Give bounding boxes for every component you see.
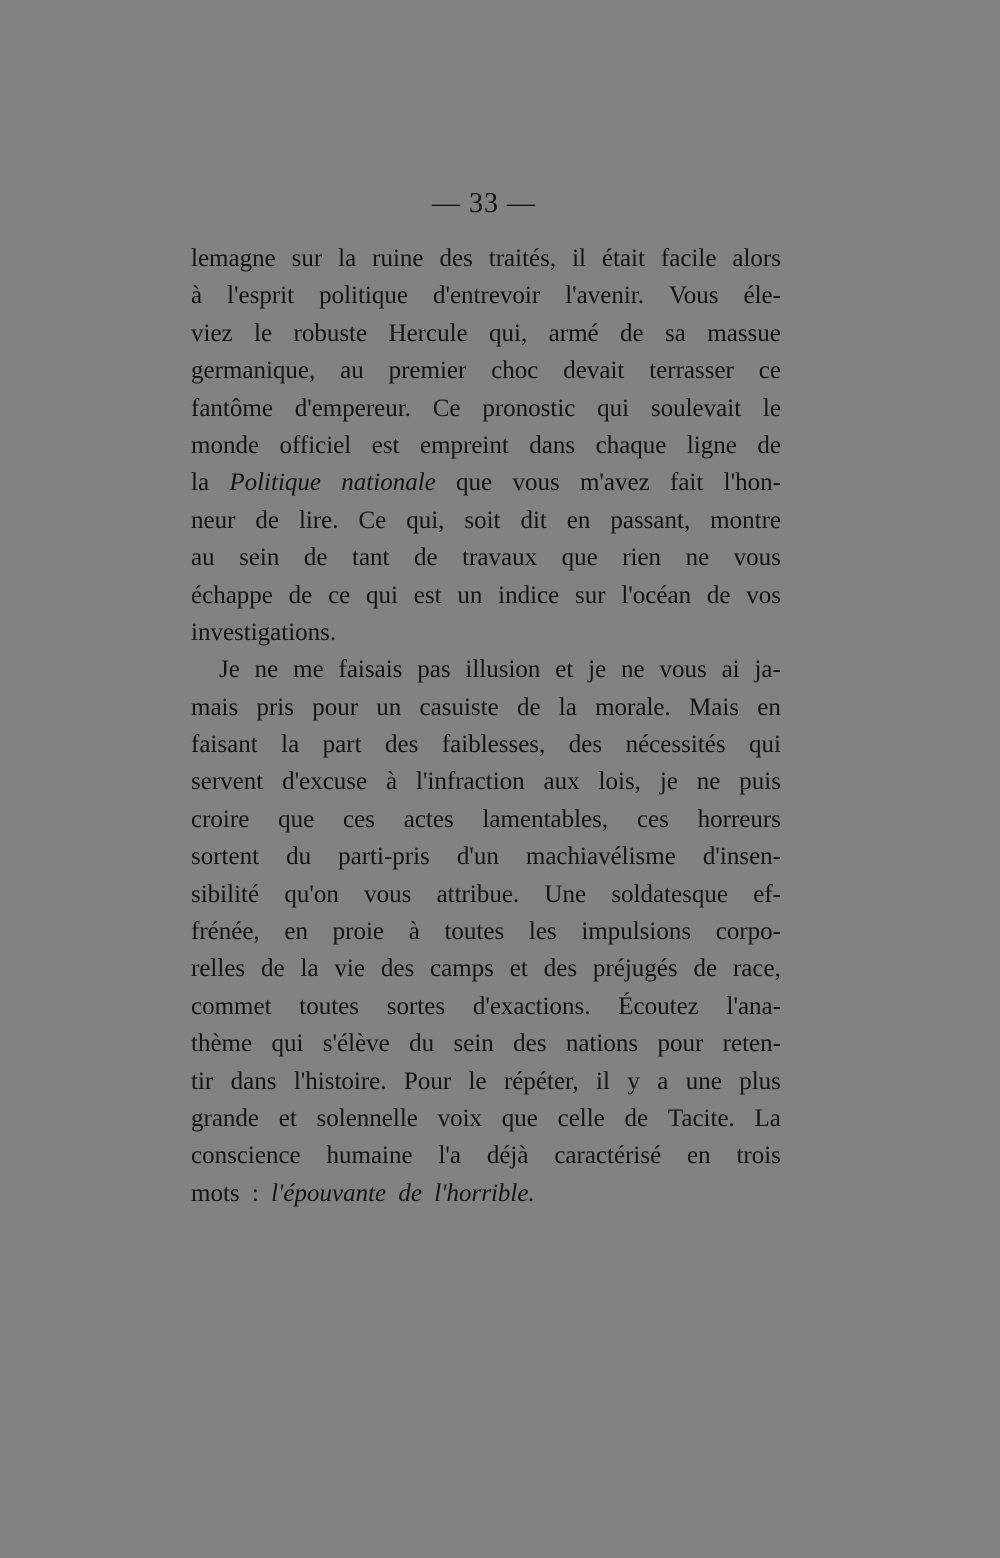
word: des xyxy=(439,245,473,272)
word: m'avez xyxy=(579,469,650,497)
word: horreurs xyxy=(697,805,781,833)
word: sortes xyxy=(386,992,446,1020)
italic-word: nationale xyxy=(341,469,436,497)
word: éle- xyxy=(743,282,781,310)
word: ne xyxy=(254,656,279,684)
word: vous xyxy=(659,656,707,684)
text-line xyxy=(191,689,781,726)
word: les xyxy=(528,918,557,946)
word: que xyxy=(456,469,493,497)
word: illusion xyxy=(465,656,541,684)
word: commet xyxy=(191,992,272,1020)
word: de xyxy=(516,693,541,721)
word: Écoutez xyxy=(618,992,699,1020)
word: puis xyxy=(739,768,781,796)
word: la xyxy=(558,693,577,721)
word: ce xyxy=(328,581,351,609)
word: tant xyxy=(352,544,390,572)
word: faisais xyxy=(338,656,403,684)
word: est xyxy=(371,431,400,459)
text-line xyxy=(191,539,781,576)
text-line xyxy=(191,502,781,539)
word: Hercule xyxy=(388,319,468,347)
word: l'hon- xyxy=(723,469,781,497)
word: lire. xyxy=(298,506,339,534)
word: d'exactions. xyxy=(472,992,591,1020)
word: de xyxy=(303,544,328,572)
word: que xyxy=(501,1104,538,1132)
italic-text: l'épouvante de l'horrible. xyxy=(271,1179,535,1207)
word: qui, xyxy=(489,319,528,347)
word: pas xyxy=(417,656,451,684)
text-line xyxy=(191,1175,781,1212)
word: qui xyxy=(271,1030,304,1058)
word: traités, xyxy=(488,245,557,272)
word: servent xyxy=(191,768,264,796)
word: Tacite. xyxy=(667,1104,735,1132)
word: vous xyxy=(733,544,781,572)
word: des xyxy=(568,731,603,759)
word: qui xyxy=(366,581,398,609)
word: actes xyxy=(403,805,454,833)
text-segment: investigations. xyxy=(191,618,337,646)
word: premier xyxy=(388,357,467,385)
word: de xyxy=(288,581,313,609)
word: Une xyxy=(544,880,587,908)
word: reten- xyxy=(722,1030,781,1058)
word: ne xyxy=(696,768,721,796)
body-text xyxy=(191,240,781,1212)
word: un xyxy=(376,693,402,721)
text-segment: mots : xyxy=(191,1179,272,1207)
word: celle xyxy=(557,1104,605,1132)
word: de xyxy=(261,955,285,983)
word: pronostic xyxy=(482,394,576,422)
word: ces xyxy=(636,805,669,833)
word: relles xyxy=(191,955,246,983)
word: des xyxy=(513,1030,547,1058)
word: y xyxy=(627,1067,640,1095)
word: mais xyxy=(191,693,239,721)
word: frénée, xyxy=(191,918,260,946)
text-line xyxy=(191,1063,781,1100)
word: de xyxy=(414,544,438,572)
word: solennelle xyxy=(316,1104,418,1132)
word: vos xyxy=(746,581,781,609)
word: plus xyxy=(739,1067,781,1095)
word: l'infraction xyxy=(416,768,525,796)
word: d'entrevoir xyxy=(432,282,541,310)
word: à xyxy=(191,282,203,310)
word: sein xyxy=(239,544,280,572)
word: la xyxy=(300,955,319,983)
word: un xyxy=(457,581,483,609)
word: morale. xyxy=(595,693,671,721)
word: d'un xyxy=(456,843,499,871)
word: viez xyxy=(191,319,233,347)
word: l'océan xyxy=(621,581,692,609)
word: facile xyxy=(660,245,717,272)
text-line xyxy=(191,1025,781,1062)
word: montre xyxy=(710,506,781,534)
word: d'excuse xyxy=(282,768,368,796)
text-line xyxy=(191,390,781,427)
word: Ce xyxy=(358,506,387,534)
word: fantôme xyxy=(191,394,273,422)
word: part xyxy=(322,731,362,759)
word: alors xyxy=(732,245,781,272)
word: parti-pris xyxy=(338,843,430,871)
word: race, xyxy=(732,955,781,983)
word: politique xyxy=(319,282,408,310)
word: empreint xyxy=(419,431,509,459)
word: a xyxy=(657,1067,669,1095)
word: soldatesque xyxy=(611,880,728,908)
text-line xyxy=(191,1100,781,1137)
word: La xyxy=(754,1104,781,1132)
word: des xyxy=(543,955,578,983)
word: qui xyxy=(597,394,630,422)
word: toutes xyxy=(444,918,505,946)
word: lois, xyxy=(598,768,641,796)
word: officiel xyxy=(279,431,352,459)
word: de xyxy=(620,319,644,347)
word: ruine xyxy=(372,245,424,272)
word: toutes xyxy=(299,992,359,1020)
text-line xyxy=(191,838,781,875)
word: qui xyxy=(749,731,781,759)
word: était xyxy=(601,245,645,272)
word: robuste xyxy=(293,319,368,347)
text-line xyxy=(191,427,781,464)
text-line xyxy=(191,651,781,688)
word: de xyxy=(693,955,718,983)
text-line xyxy=(191,614,781,651)
word: aux xyxy=(543,768,580,796)
word: de xyxy=(757,431,781,459)
word: sa xyxy=(665,319,686,347)
word: l'avenir. xyxy=(565,282,644,310)
word: Mais xyxy=(689,693,740,721)
word: devait xyxy=(563,357,625,385)
word: armé xyxy=(548,319,599,347)
word: choc xyxy=(491,357,539,385)
word: Pour xyxy=(403,1067,452,1095)
text-line xyxy=(191,763,781,800)
word: l'a xyxy=(438,1142,461,1170)
word: le xyxy=(762,394,781,422)
word: terrasser xyxy=(649,357,734,385)
word: lemagne xyxy=(191,245,276,272)
word: il xyxy=(572,245,586,272)
word: conscience xyxy=(191,1142,301,1170)
word: la xyxy=(338,245,357,272)
text-line xyxy=(191,801,781,838)
word: Ce xyxy=(432,394,461,422)
text-line xyxy=(191,988,781,1025)
word: que xyxy=(561,544,598,572)
word: des xyxy=(385,731,419,759)
word: sur xyxy=(291,245,323,272)
word: ces xyxy=(343,805,375,833)
word: et xyxy=(278,1104,297,1132)
text-line xyxy=(191,1137,781,1174)
word: et xyxy=(509,955,528,983)
word: vous xyxy=(364,880,412,908)
word: et xyxy=(555,656,574,684)
word: humaine xyxy=(326,1142,413,1170)
word: faiblesses, xyxy=(441,731,546,759)
word: de xyxy=(255,506,279,534)
word: me xyxy=(293,656,324,684)
word: à xyxy=(386,768,398,796)
word: indice xyxy=(498,581,560,609)
word: de xyxy=(624,1104,649,1132)
word: vous xyxy=(512,469,560,497)
word: proie xyxy=(332,918,385,946)
word: nations xyxy=(565,1030,639,1058)
word: rien xyxy=(622,544,662,572)
word: l'esprit xyxy=(227,282,295,310)
word: que xyxy=(278,805,315,833)
word: pour xyxy=(312,693,359,721)
text-line xyxy=(191,464,781,501)
word: sein xyxy=(453,1030,494,1058)
word: préjugés xyxy=(592,955,678,983)
word: en xyxy=(687,1142,711,1170)
text-line xyxy=(191,876,781,913)
word: en xyxy=(757,693,781,721)
word: dans xyxy=(529,431,576,459)
word: sibilité xyxy=(191,880,260,908)
page-number: — 33 — xyxy=(432,188,536,219)
word: ja- xyxy=(754,656,781,684)
word: au xyxy=(340,357,364,385)
word: croire xyxy=(191,805,250,833)
word: soulevait xyxy=(650,394,742,422)
word: sur xyxy=(575,581,606,609)
text-line xyxy=(191,315,781,352)
word: chaque xyxy=(595,431,667,459)
word: s'élève xyxy=(322,1030,390,1058)
word: échappe xyxy=(191,581,273,609)
word: je xyxy=(659,768,678,796)
italic-word: Politique xyxy=(229,469,321,497)
word: le xyxy=(254,319,273,347)
text-line xyxy=(191,726,781,763)
word: il xyxy=(596,1067,610,1095)
word: sortent xyxy=(191,843,260,871)
word: je xyxy=(588,656,607,684)
word: ne xyxy=(685,544,710,572)
word: dans xyxy=(230,1067,277,1095)
word: tir xyxy=(191,1067,214,1095)
word: de xyxy=(706,581,731,609)
word: caractérisé xyxy=(554,1142,662,1170)
word: en xyxy=(284,918,308,946)
word: fait xyxy=(670,469,704,497)
word: monde xyxy=(191,431,260,459)
word: du xyxy=(286,843,312,871)
word: pour xyxy=(657,1030,704,1058)
word: camps xyxy=(430,955,494,983)
text-line xyxy=(191,277,781,314)
word: thème xyxy=(191,1030,253,1058)
word: casuiste xyxy=(419,693,499,721)
word: travaux xyxy=(462,544,538,572)
word: d'insen- xyxy=(702,843,781,871)
word: germanique, xyxy=(191,357,316,385)
text-line xyxy=(191,352,781,389)
word: passant, xyxy=(610,506,691,534)
word: ligne xyxy=(686,431,737,459)
word: ne xyxy=(621,656,645,684)
word: des xyxy=(380,955,415,983)
word: Je xyxy=(219,656,240,684)
word: une xyxy=(685,1067,722,1095)
text-line xyxy=(191,950,781,987)
word: nécessités xyxy=(625,731,726,759)
word: à xyxy=(408,918,420,946)
word: l'histoire. xyxy=(293,1067,387,1095)
word: qu'on xyxy=(284,880,339,908)
word: Vous xyxy=(668,282,719,310)
word: ce xyxy=(758,357,781,385)
word: dit xyxy=(520,506,547,534)
text-line xyxy=(191,577,781,614)
word: impulsions xyxy=(581,918,692,946)
word: pris xyxy=(256,693,294,721)
text-line xyxy=(191,240,781,277)
word: trois xyxy=(736,1142,781,1170)
word: ai xyxy=(721,656,740,684)
word: voix xyxy=(437,1104,483,1132)
word: machiavélisme xyxy=(525,843,676,871)
word: du xyxy=(409,1030,435,1058)
word: corpo- xyxy=(715,918,781,946)
word: répéter, xyxy=(503,1067,579,1095)
word: neur xyxy=(191,506,236,534)
word: lamentables, xyxy=(482,805,609,833)
word: vie xyxy=(334,955,365,983)
word: soit xyxy=(464,506,501,534)
word: massue xyxy=(707,319,781,347)
word: en xyxy=(566,506,591,534)
word: la xyxy=(191,469,210,497)
word: attribue. xyxy=(436,880,520,908)
word: ef- xyxy=(753,880,781,908)
word: déjà xyxy=(486,1142,529,1170)
word: au xyxy=(191,544,215,572)
word: grande xyxy=(191,1104,260,1132)
word: la xyxy=(281,731,300,759)
word: est xyxy=(413,581,442,609)
word: faisant xyxy=(191,731,258,759)
word: d'empereur. xyxy=(294,394,411,422)
word: qui, xyxy=(406,506,445,534)
word: l'ana- xyxy=(726,992,781,1020)
word: le xyxy=(468,1067,487,1095)
text-line xyxy=(191,913,781,950)
